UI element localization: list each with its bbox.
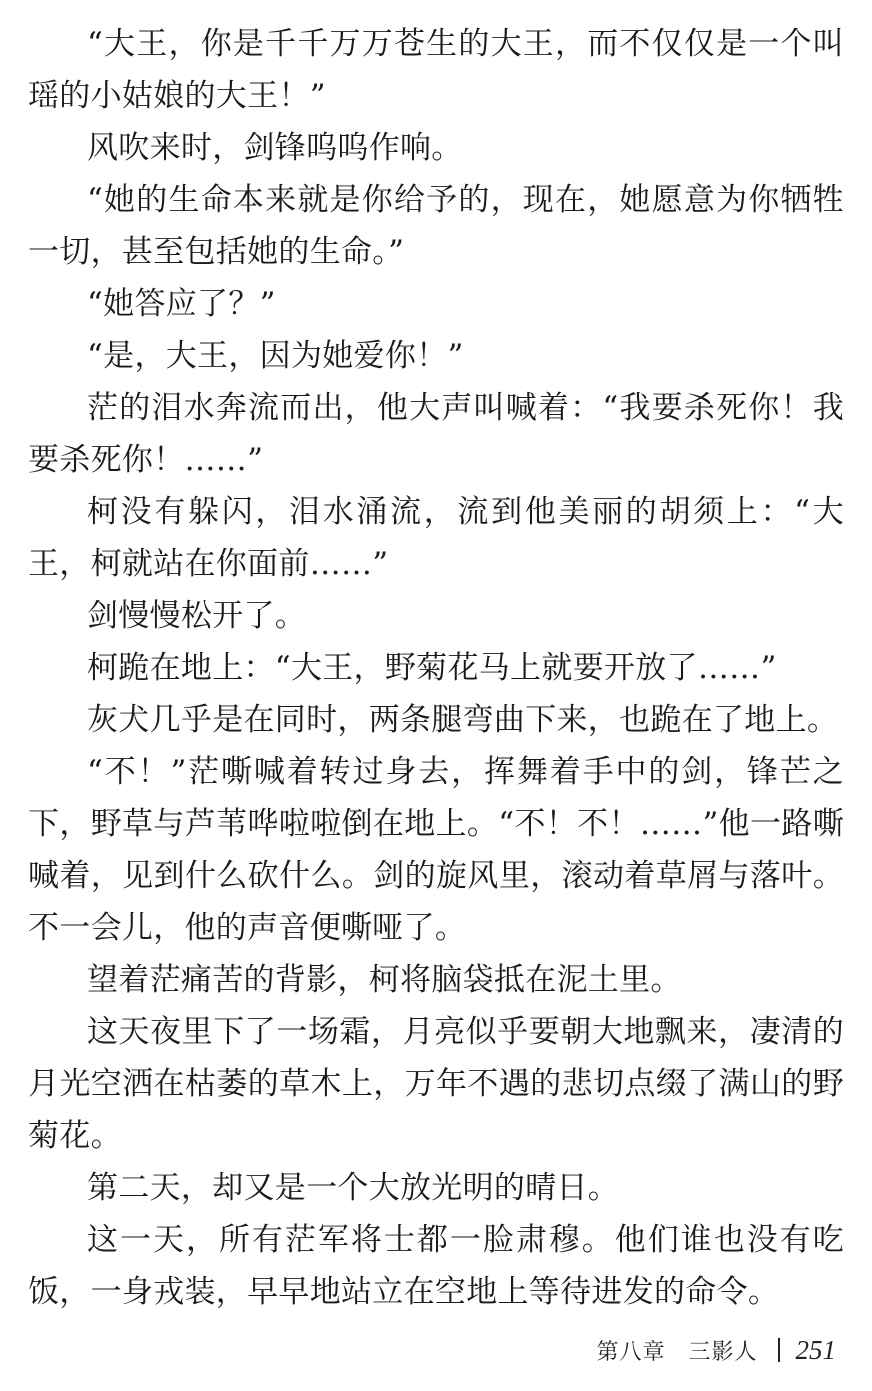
paragraph: “不！”茫嘶喊着转过身去，挥舞着手中的剑，锋芒之下，野草与芦苇哗啦啦倒在地上。“不！不！……”他一路嘶喊着，见到什么砍什么。剑的旋风里，滚动着草屑与落叶。不一会儿，他的声音便嘶哑了。: [28, 754, 844, 946]
paragraph: 这天夜里下了一场霜，月亮似乎要朝大地飘来，凄清的月光空洒在枯萎的草木上，万年不遇的悲切点缀了满山的野菊花。: [28, 1014, 844, 1154]
chapter-title: 第八章 三影人: [596, 1339, 758, 1365]
paragraph: 第二天，却又是一个大放光明的晴日。: [87, 1170, 620, 1206]
paragraph: 这一天，所有茫军将士都一脸肃穆。他们谁也没有吃饭，一身戎装，早早地站立在空地上等待进发的命令。: [28, 1222, 844, 1310]
footer-divider: [778, 1338, 780, 1362]
paragraph: “大王，你是千千万万苍生的大王，而不仅仅是一个叫瑶的小姑娘的大王！”: [28, 26, 844, 114]
paragraph: “她答应了？”: [87, 286, 276, 322]
page-number: 251: [795, 1334, 836, 1365]
paragraph: 茫的泪水奔流而出，他大声叫喊着：“我要杀死你！我要杀死你！……”: [28, 390, 844, 478]
paragraph: 灰犬几乎是在同时，两条腿弯曲下来，也跪在了地上。: [87, 702, 839, 738]
paragraph: 风吹来时，剑锋呜呜作响。: [87, 130, 463, 166]
paragraph: 柯跪在地上：“大王，野菊花马上就要开放了……”: [87, 650, 777, 686]
paragraph: “她的生命本来就是你给予的，现在，她愿意为你牺牲一切，甚至包括她的生命。”: [28, 182, 844, 270]
paragraph: 剑慢慢松开了。: [87, 598, 307, 634]
paragraph: 柯没有躲闪，泪水涌流，流到他美丽的胡须上：“大王，柯就站在你面前……”: [28, 494, 844, 582]
page-footer: [596, 1330, 836, 1370]
paragraph: “是，大王，因为她爱你！”: [87, 338, 464, 374]
paragraph: 望着茫痛苦的背影，柯将脑袋抵在泥土里。: [87, 962, 682, 998]
page-body: [28, 18, 844, 1318]
